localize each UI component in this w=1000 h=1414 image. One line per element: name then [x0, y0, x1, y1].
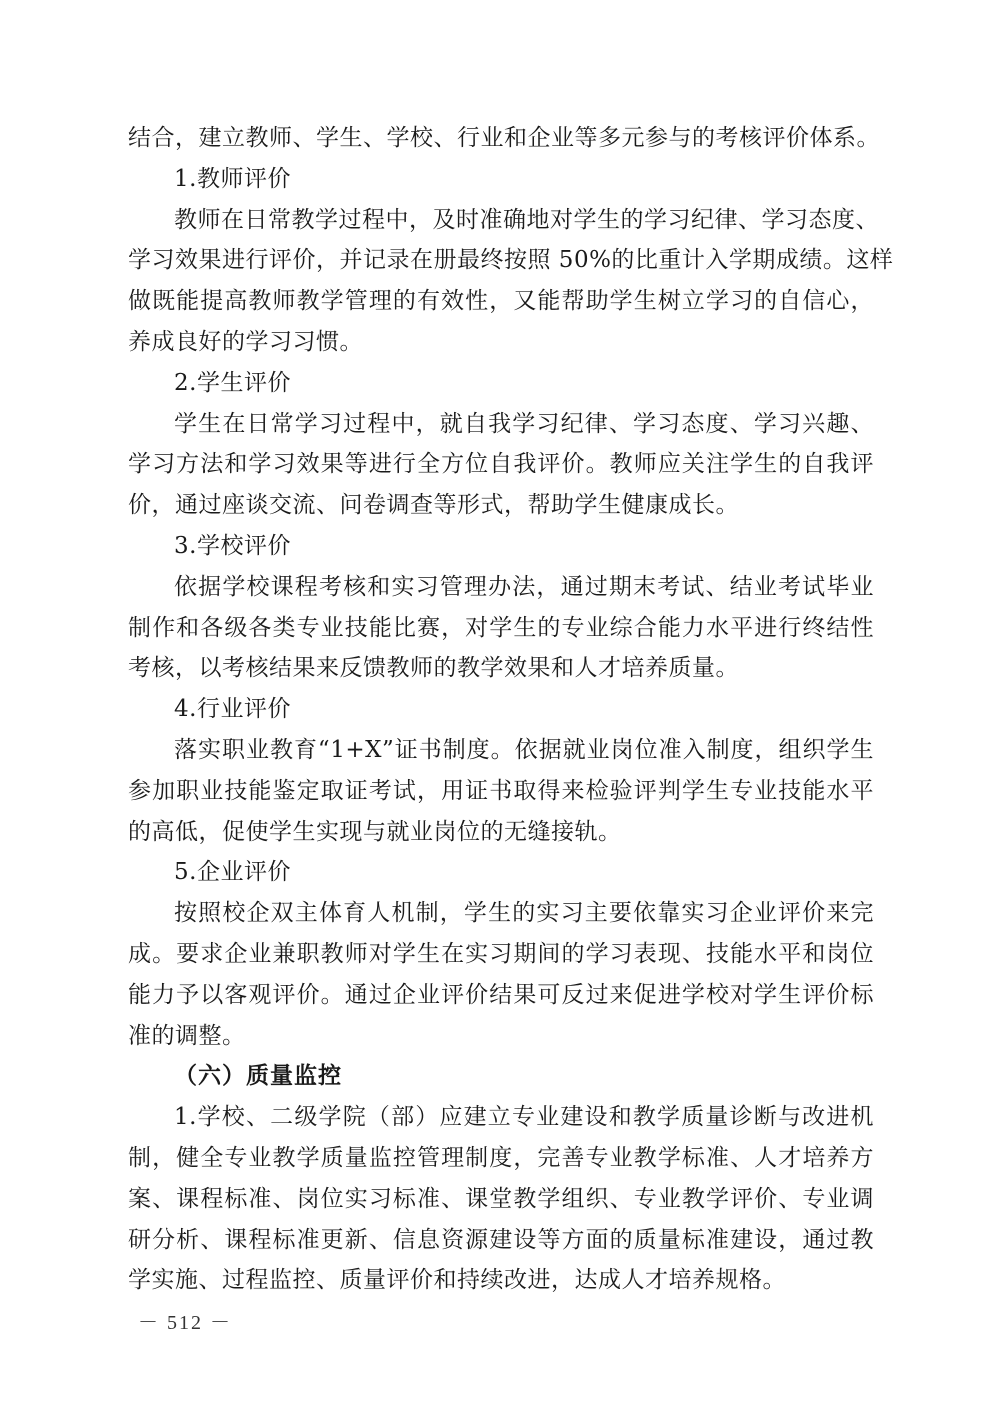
subsection-title-school: 3.学校评价	[174, 532, 291, 559]
subsection-title-student: 2.学生评价	[174, 369, 291, 396]
paragraph-line: 做既能提高教师教学管理的有效性，又能帮助学生树立学习的自信心，	[128, 288, 874, 315]
paragraph-line: 参加职业技能鉴定取证考试，用证书取得来检验评判学生专业技能水平	[128, 777, 874, 804]
paragraph-line: 准的调整。	[128, 1022, 246, 1049]
subsection-title-teacher: 1.教师评价	[174, 165, 291, 192]
paragraph-line: 学习效果进行评价，并记录在册最终按照 50%的比重计入学期成绩。这样	[128, 247, 894, 274]
subsection-title-enterprise: 5.企业评价	[174, 859, 291, 886]
paragraph-line: 研分析、课程标准更新、信息资源建设等方面的质量标准建设，通过教	[128, 1226, 874, 1253]
paragraph-line: 1.学校、二级学院（部）应建立专业建设和教学质量诊断与改进机	[174, 1104, 874, 1131]
paragraph-line: 制，健全专业教学质量监控管理制度，完善专业教学标准、人才培养方	[128, 1144, 874, 1171]
paragraph-line: 落实职业教育“1+X”证书制度。依据就业岗位准入制度，组织学生	[174, 736, 874, 763]
subsection-title-industry: 4.行业评价	[174, 696, 291, 723]
section-heading-quality: （六）质量监控	[174, 1063, 342, 1090]
paragraph-line: 结合，建立教师、学生、学校、行业和企业等多元参与的考核评价体系。	[128, 125, 880, 151]
paragraph-line: 依据学校课程考核和实习管理办法，通过期末考试、结业考试毕业	[174, 573, 874, 600]
paragraph-line: 制作和各级各类专业技能比赛，对学生的专业综合能力水平进行终结性	[128, 614, 874, 641]
paragraph-line: 按照校企双主体育人机制，学生的实习主要依靠实习企业评价来完	[174, 900, 874, 927]
page-number: － 512 －	[138, 1312, 232, 1334]
paragraph-line: 案、课程标准、岗位实习标准、课堂教学组织、专业教学评价、专业调	[128, 1185, 874, 1212]
paragraph-line: 养成良好的学习习惯。	[128, 328, 363, 355]
paragraph-line: 学生在日常学习过程中，就自我学习纪律、学习态度、学习兴趣、	[174, 410, 874, 437]
document-body	[128, 118, 894, 1301]
paragraph-line: 的高低，促使学生实现与就业岗位的无缝接轨。	[128, 818, 622, 845]
paragraph-line: 教师在日常教学过程中，及时准确地对学生的学习纪律、学习态度、	[174, 206, 879, 233]
paragraph-line: 考核，以考核结果来反馈教师的教学效果和人才培养质量。	[128, 655, 739, 682]
paragraph-line: 能力予以客观评价。通过企业评价结果可反过来促进学校对学生评价标	[128, 981, 874, 1008]
paragraph-line: 价，通过座谈交流、问卷调查等形式，帮助学生健康成长。	[128, 492, 739, 519]
paragraph-line: 学习方法和学习效果等进行全方位自我评价。教师应关注学生的自我评	[128, 451, 874, 478]
paragraph-line: 成。要求企业兼职教师对学生在实习期间的学习表现、技能水平和岗位	[128, 940, 874, 967]
paragraph-line: 学实施、过程监控、质量评价和持续改进，达成人才培养规格。	[128, 1267, 786, 1294]
